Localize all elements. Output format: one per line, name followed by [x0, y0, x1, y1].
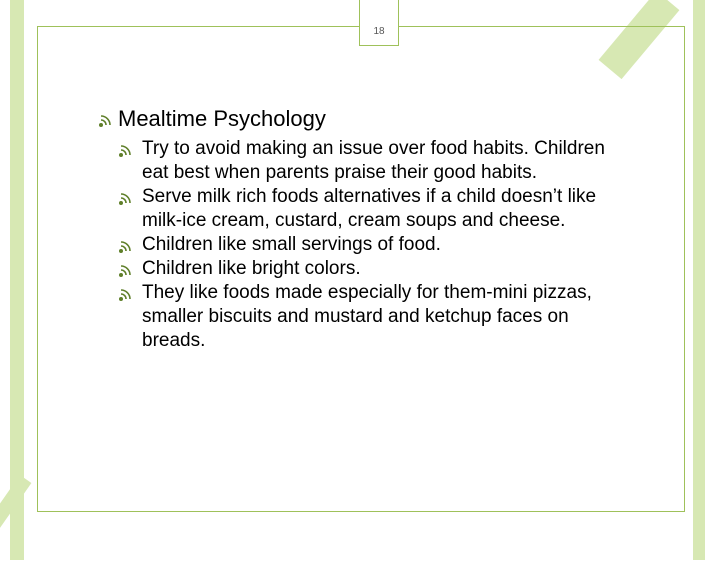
heading-text: Mealtime Psychology — [118, 106, 326, 131]
list-item — [98, 281, 618, 353]
list-item-text: They like foods made especially for them-mini pizzas, smaller biscuits and mustard and ketchup faces on breads. — [142, 282, 592, 351]
list-item-text: Try to avoid making an issue over food habits. Children eat best when parents praise their good habits. — [142, 138, 605, 183]
heading-item — [98, 105, 618, 133]
list-item-text: Children like small servings of food. — [142, 234, 441, 255]
wifi-signal-bullet-icon — [118, 144, 134, 158]
wifi-signal-bullet-icon — [98, 114, 114, 128]
list-item — [98, 233, 618, 257]
wifi-signal-bullet-icon — [118, 192, 134, 206]
list-item-text: Children like bright colors. — [142, 258, 361, 279]
list-item-text: Serve milk rich foods alternatives if a child doesn’t like milk-ice cream, custard, cream soups and cheese. — [142, 186, 597, 231]
list-item — [98, 257, 618, 281]
slide-number-tab — [359, 0, 399, 46]
slide-content — [98, 105, 618, 353]
list-item — [98, 185, 618, 233]
slide-number: 18 — [373, 26, 385, 37]
list-item — [98, 137, 618, 185]
wifi-signal-bullet-icon — [118, 288, 134, 302]
background-stripe-right — [693, 0, 705, 560]
bullet-list — [98, 137, 618, 353]
wifi-signal-bullet-icon — [118, 240, 134, 254]
wifi-signal-bullet-icon — [118, 264, 134, 278]
